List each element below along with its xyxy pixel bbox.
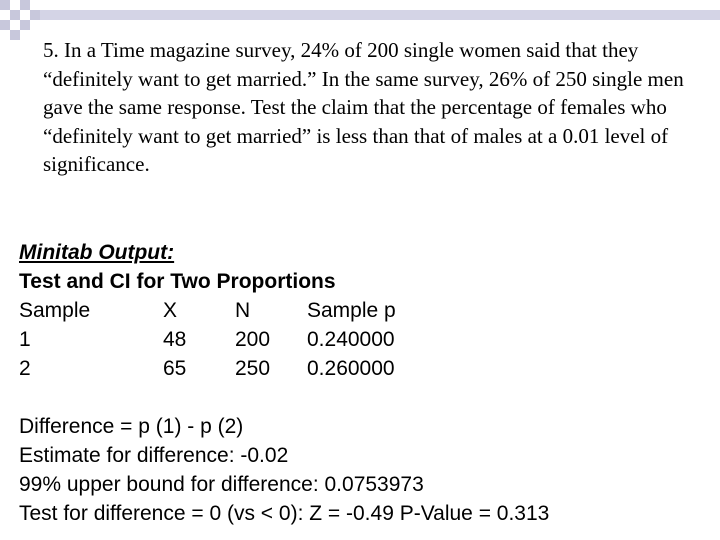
- table-header-row: [19, 296, 709, 325]
- cell-sample-p: 0.240000: [307, 328, 395, 351]
- decorative-header-pattern: [0, 0, 720, 40]
- cell-sample: 1: [19, 328, 31, 351]
- minitab-subheading: Test and CI for Two Proportions: [19, 270, 336, 293]
- minitab-heading: Minitab Output:: [19, 241, 175, 264]
- cell-n: 250: [235, 357, 271, 380]
- table-row: [19, 354, 709, 383]
- cell-sample-p: 0.260000: [307, 357, 395, 380]
- column-header-n: N: [235, 299, 251, 322]
- table-row: [19, 325, 709, 354]
- column-header-sample: Sample: [19, 299, 91, 322]
- column-header-x: X: [163, 299, 178, 322]
- estimate-line: Estimate for difference: -0.02: [19, 444, 289, 467]
- cell-sample: 2: [19, 357, 31, 380]
- difference-definition: Difference = p (1) - p (2): [19, 415, 244, 438]
- summary-block: [19, 412, 709, 528]
- cell-n: 200: [235, 328, 271, 351]
- test-result-line: Test for difference = 0 (vs < 0): Z = -0.49 P-Value = 0.313: [19, 502, 550, 525]
- cell-x: 65: [163, 357, 187, 380]
- cell-x: 48: [163, 328, 187, 351]
- upper-bound-line: 99% upper bound for difference: 0.0753973: [19, 473, 424, 496]
- minitab-output: [19, 238, 709, 528]
- problem-statement: 5. In a Time magazine survey, 24% of 200 single women said that they “definitely want to get married.” In the same survey, 26% of 250 single men gave the same response. Test the claim that the percentage of females who “definitely want to get married” is less than that of males at a 0.01 level of significance.: [43, 38, 684, 176]
- column-header-sample-p: Sample p: [307, 299, 396, 322]
